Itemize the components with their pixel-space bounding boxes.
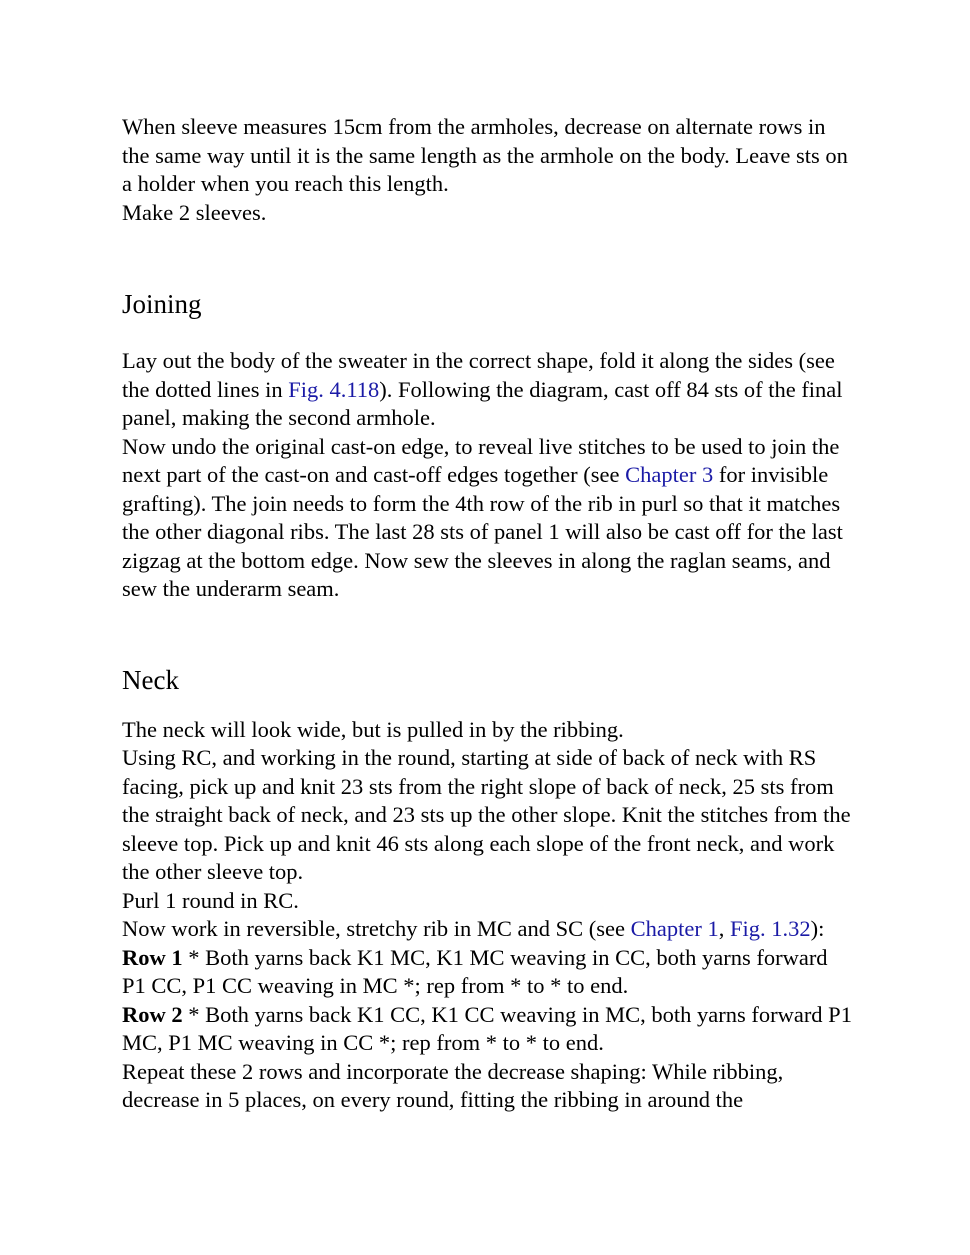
joining-paragraph-1 <box>122 347 852 433</box>
fig-1-32-link[interactable]: Fig. 1.32 <box>730 916 811 941</box>
joining-paragraph-2 <box>122 433 852 604</box>
row-1-text: * Both yarns back K1 MC, K1 MC weaving in CC, both yarns forward P1 CC, P1 CC weaving in MC *; rep from * to * to end. <box>122 944 828 998</box>
intro-paragraph: When sleeve measures 15cm from the armholes, decrease on alternate rows in the same way until it is the same length as the armhole on the body. Leave sts on a holder when you reach this length. <box>122 114 848 196</box>
neck-paragraph-1: The neck will look wide, but is pulled in by the ribbing. <box>122 716 624 742</box>
fig-4-118-link[interactable]: Fig. 4.118 <box>288 376 380 402</box>
neck-paragraph-2: Using RC, and working in the round, starting at side of back of neck with RS facing, pick up and knit 23 sts from the right slope of back of neck, 25 sts from the straight back of neck, and 23 sts up the other slope. Knit the stitches from the sleeve top. Pick up and knit 46 sts along each slope of the front neck, and work the other sleeve top. <box>122 745 851 884</box>
row-2-label: Row 2 <box>122 1001 183 1027</box>
row-1-instruction <box>122 944 852 1001</box>
document-page <box>122 113 852 1115</box>
chapter-1-link[interactable]: Chapter 1 <box>630 916 719 941</box>
row-2-instruction <box>122 1001 852 1058</box>
row-2-text: * Both yarns back K1 CC, K1 CC weaving in MC, both yarns forward P1 MC, P1 MC weaving in CC *; rep from * to * to end. <box>122 1001 852 1055</box>
neck-paragraph-5: Repeat these 2 rows and incorporate the decrease shaping: While ribbing, decrease in 5 places, on every round, fitting the ribbing in around the <box>122 1058 784 1112</box>
joining-heading: Joining <box>122 289 202 319</box>
neck-paragraph-3: Purl 1 round in RC. <box>122 887 299 913</box>
neck-p4-text-b: ): <box>810 916 825 941</box>
neck-p4-text-a: Now work in reversible, stretchy rib in MC and SC (see <box>122 916 631 941</box>
neck-p4-separator: , <box>718 916 731 941</box>
joining-p1-text-a: Lay out the body of the sweater in the correct shape, fold it along the sides (see the dotted lines in <box>122 348 835 402</box>
joining-p2-text-b: for invisible grafting). The join needs to form the 4th row of the rib in purl so that it matches the other diagonal ribs. The last 28 sts of panel 1 will also be cast off for the last zigzag at the bottom edge. Now sew the sleeves in along the raglan seams, and sew the underarm seam. <box>122 462 843 601</box>
neck-paragraph-4 <box>122 915 852 944</box>
joining-p1-text-b: ). Following the diagram, cast off 84 sts of the final panel, making the second armhole. <box>122 376 843 430</box>
chapter-3-link[interactable]: Chapter 3 <box>625 462 714 487</box>
neck-heading: Neck <box>122 664 179 695</box>
joining-p2-text-a: Now undo the original cast-on edge, to reveal live stitches to be used to join the next part of the cast-on and cast-off edges together (see <box>122 433 840 487</box>
make-sleeves-line: Make 2 sleeves. <box>122 199 267 225</box>
row-1-label: Row 1 <box>122 944 183 970</box>
